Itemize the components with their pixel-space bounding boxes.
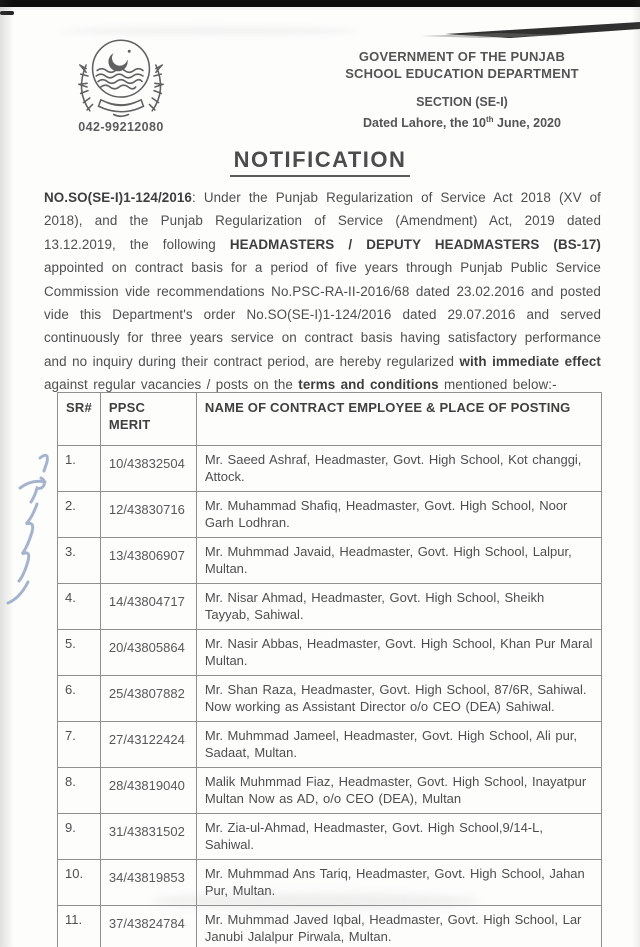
cell-sr: 11. (58, 906, 101, 947)
cell-sr: 6. (58, 676, 101, 722)
scan-right-shadow (632, 0, 640, 947)
cell-merit: 28/43819040 (100, 768, 196, 814)
cell-name: Mr. Muhammad Shafiq, Headmaster, Govt. High School, Noor Garh Lodhran. (196, 492, 601, 538)
cell-sr: 8. (58, 768, 101, 814)
scan-top-gap (0, 7, 640, 10)
cell-merit: 14/43804717 (100, 584, 196, 630)
paragraph-bold-run: HEADMASTERS / DEPUTY HEADMASTERS (BS-17) (229, 236, 601, 252)
cell-merit: 37/43824784 (100, 906, 196, 947)
paragraph-run: appointed on contract basis for a period of five years through Punjab Public Service Commission vide recommendations No.PSC-RA-II-2016/68 dated 23.02.2016 and posted vide this Department's order No.SO(SE-I)1-124/2016 dated 29.07.2016 and served continuously for three years service on contract basis having satisfactory performance and no inquiry during their contract period, are hereby regularized (44, 260, 601, 369)
paragraph-run: mentioned below:- (438, 377, 557, 393)
scan-top-black-bar (0, 0, 640, 7)
cell-name: Malik Muhmmad Fiaz, Headmaster, Govt. High School, Inayatpur Multan Now as AD, o/o CEO (DEA), Multan (196, 768, 601, 814)
table-row (58, 860, 602, 906)
cell-name: Mr. Muhmmad Javed Iqbal, Headmaster, Govt. High School, Lar Janubi Jalalpur Pirwala, Multan. (196, 906, 601, 947)
cell-merit: 34/43819853 (100, 860, 196, 906)
column-header-merit: PPSC MERIT (100, 393, 196, 446)
table-row (58, 584, 602, 630)
table-row (58, 722, 602, 768)
date-ordinal: th (485, 115, 494, 124)
cell-name: Mr. Muhmmad Jameel, Headmaster, Govt. High School, Ali pur, Sadaat, Multan. (196, 722, 601, 768)
section-line: SECTION (SE-I) (416, 95, 508, 109)
paragraph-bold-run: NO.SO(SE-I)1-124/2016 (44, 190, 192, 205)
table-row (58, 446, 602, 492)
table-row (58, 906, 602, 947)
cell-name: Mr. Nisar Ahmad, Headmaster, Govt. High School, Sheikh Tayyab, Sahiwal. (196, 584, 601, 630)
table-body (58, 446, 602, 947)
cell-name: Mr. Shan Raza, Headmaster, Govt. High School, 87/6R, Sahiwal. Now working as Assistant Director o/o CEO (DEA) Sahiwal. (196, 676, 601, 722)
cell-merit: 20/43805864 (100, 630, 196, 676)
table-row (58, 492, 602, 538)
cell-sr: 9. (58, 814, 101, 860)
table-header-row (58, 393, 602, 446)
letterhead-right-block (312, 48, 612, 130)
column-header-name: NAME OF CONTRACT EMPLOYEE & PLACE OF POSTING (196, 393, 601, 446)
paragraph-run: : Under the Punjab Regularization of Service Act 2018 (XV of 2018), and the Punjab Regularization of Service (Amendment) Act, 2019 dated 13.12.2019, the following (44, 190, 601, 252)
table-row (58, 630, 602, 676)
paragraph-bold-run: with immediate effect (459, 353, 601, 369)
cell-name: Mr. Zia-ul-Ahmad, Headmaster, Govt. High School,9/14-L, Sahiwal. (196, 814, 601, 860)
cell-name: Mr. Saeed Ashraf, Headmaster, Govt. High School, Kot changgi, Attock. (196, 446, 601, 492)
cell-sr: 4. (58, 584, 101, 630)
notification-paragraph (44, 186, 601, 397)
cell-sr: 2. (58, 492, 101, 538)
cell-sr: 5. (58, 630, 101, 676)
cell-merit: 27/43122424 (100, 722, 196, 768)
cell-merit: 25/43807882 (100, 676, 196, 722)
cell-merit: 10/43832504 (100, 446, 196, 492)
column-header-sr: SR# (58, 393, 101, 446)
regularization-table (57, 392, 602, 947)
cell-sr: 1. (58, 446, 101, 492)
notification-title: NOTIFICATION (230, 147, 411, 177)
cell-merit: 13/43806907 (100, 538, 196, 584)
cell-name: Mr. Muhmmad Ans Tariq, Headmaster, Govt. High School, Jahan Pur, Multan. (196, 860, 601, 906)
table-row (58, 538, 602, 584)
table-row (58, 676, 602, 722)
cell-sr: 3. (58, 538, 101, 584)
paragraph-bold-run: terms and conditions (298, 377, 439, 393)
table-row (58, 814, 602, 860)
date-prefix: Dated Lahore, the 10 (363, 116, 486, 131)
cell-merit: 31/43831502 (100, 814, 196, 860)
notification-title-wrap (0, 147, 640, 177)
cell-merit: 12/43830716 (100, 492, 196, 538)
cell-name: Mr. Muhmmad Javaid, Headmaster, Govt. High School, Lalpur, Multan. (196, 538, 601, 584)
date-line (312, 115, 612, 130)
cell-name: Mr. Nasir Abbas, Headmaster, Govt. High School, Khan Pur Maral Multan. (196, 630, 601, 676)
date-suffix: June, 2020 (493, 116, 561, 131)
department-name-line2: SCHOOL EDUCATION DEPARTMENT (345, 66, 579, 81)
cell-sr: 7. (58, 722, 101, 768)
scan-diagonal-streak (420, 18, 640, 44)
punjab-crest-icon (66, 30, 176, 122)
phone-number: 042-99212080 (78, 120, 164, 134)
handwriting-scribble-icon (0, 448, 58, 618)
cell-sr: 10. (58, 860, 101, 906)
department-name-line1: GOVERNMENT OF THE PUNJAB (358, 49, 566, 64)
paragraph-run: against regular vacancies / posts on the (44, 377, 299, 393)
table-row (58, 768, 602, 814)
